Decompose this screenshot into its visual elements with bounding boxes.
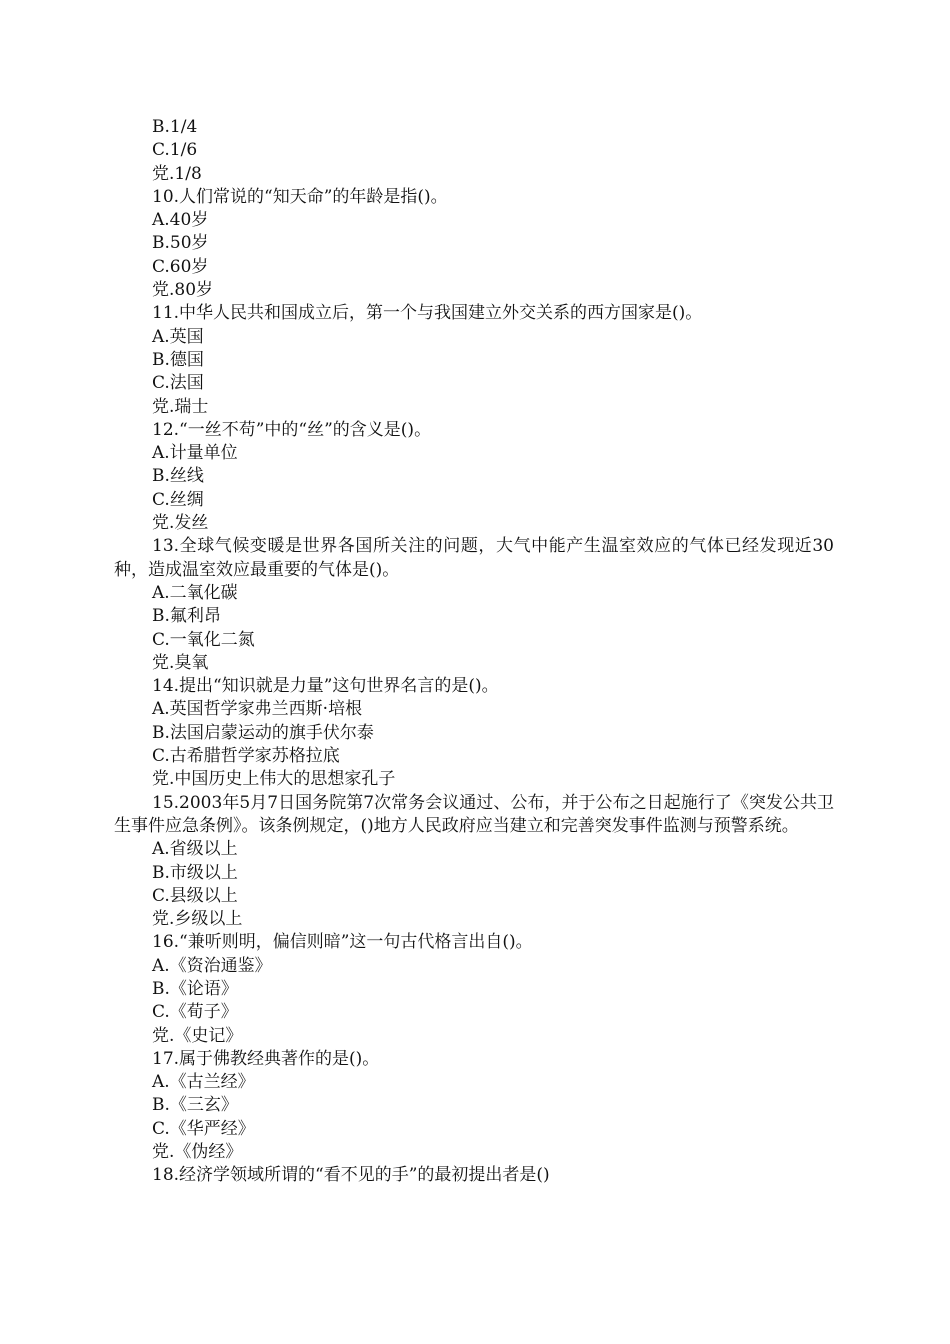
option-d: 党.中国历史上伟大的思想家孔子 — [152, 769, 396, 790]
question-13: 13.全球气候变暖是世界各国所关注的问题，大气中能产生温室效应的气体已经发现近30种，造成温室效应最重要的气体是()。 — [114, 536, 834, 580]
option-c: C.1/6 — [152, 140, 198, 161]
option-d: 党.乡级以上 — [152, 909, 243, 930]
option-a: A.《古兰经》 — [152, 1072, 255, 1093]
option-d: 党.1/8 — [152, 163, 202, 184]
option-a: A.《资治通鉴》 — [152, 955, 272, 976]
option-d: 党.发丝 — [152, 513, 209, 534]
question-17: 17.属于佛教经典著作的是()。 — [152, 1048, 380, 1069]
option-d: 党.臭氧 — [152, 652, 209, 673]
question-11: 11.中华人民共和国成立后，第一个与我国建立外交关系的西方国家是()。 — [152, 303, 703, 324]
option-c: C.《华严经》 — [152, 1118, 255, 1139]
option-c: C.丝绸 — [152, 489, 204, 510]
option-a: A.省级以上 — [152, 839, 238, 860]
question-12: 12.“一丝不苟”中的“丝”的含义是()。 — [152, 419, 432, 440]
option-c: C.60岁 — [152, 256, 209, 277]
option-d: 党.80岁 — [152, 280, 214, 301]
option-d: 党.《史记》 — [152, 1025, 243, 1046]
option-b: B.1/4 — [152, 117, 198, 137]
question-18: 18.经济学领域所谓的“看不见的手”的最初提出者是() — [152, 1165, 550, 1186]
option-b: B.《三玄》 — [152, 1095, 238, 1116]
option-b: B.50岁 — [152, 233, 209, 254]
option-c: C.古希腊哲学家苏格拉底 — [152, 746, 340, 767]
question-16: 16.“兼听则明，偏信则暗”这一句古代格言出自()。 — [152, 932, 533, 953]
option-d: 党.《伪经》 — [152, 1142, 243, 1163]
option-d: 党.瑞士 — [152, 396, 209, 417]
option-c: C.一氧化二氮 — [152, 629, 255, 650]
document-body — [114, 116, 834, 1188]
option-a: A.二氧化碳 — [152, 582, 238, 603]
option-a: A.40岁 — [152, 210, 209, 231]
question-14: 14.提出“知识就是力量”这句世界名言的是()。 — [152, 676, 499, 697]
option-b: B.德国 — [152, 349, 204, 370]
question-15: 15.2003年5月7日国务院第7次常务会议通过、公布，并于公布之日起施行了《突发公共卫生事件应急条例》。该条例规定，()地方人民政府应当建立和完善突发事件监测与预警系统。 — [114, 792, 834, 836]
option-a: A.计量单位 — [152, 443, 238, 464]
option-a: A.英国哲学家弗兰西斯·培根 — [152, 699, 363, 720]
question-10: 10.人们常说的“知天命”的年龄是指()。 — [152, 186, 448, 207]
option-b: B.氟利昂 — [152, 606, 221, 627]
option-b: B.《论语》 — [152, 978, 238, 999]
option-c: C.县级以上 — [152, 885, 238, 906]
option-b: B.丝线 — [152, 466, 204, 487]
option-c: C.《荀子》 — [152, 1002, 238, 1023]
option-c: C.法国 — [152, 373, 204, 394]
option-a: A.英国 — [152, 326, 204, 347]
option-b: B.法国启蒙运动的旗手伏尔泰 — [152, 722, 374, 743]
option-b: B.市级以上 — [152, 862, 238, 883]
